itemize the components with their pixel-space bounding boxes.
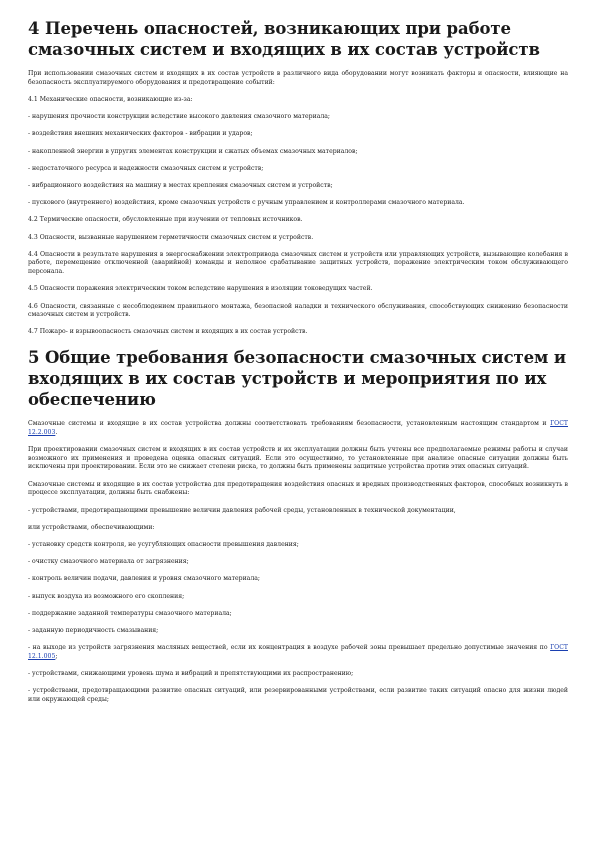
section-5-paragraph-2: При проектировании смазочных систем и входящих в их состав устройств и их эксплуатации должны быть учтены все предполагаемые режимы работы и случаи возможного их применения и проведена оценка опасных ситуаций. Если это осуществимо, то установленные при анализе опасные ситуации должны быть исключены при проектировании. Если это не снижает степени риска, то должны быть применены защитные устройства против этих опасных ситуаций.	[28, 446, 568, 471]
paragraph-4-1: 4.1 Механические опасности, возникающие из-за:	[28, 95, 193, 103]
gost-12-1-005-link[interactable]: ГОСТ 12.1.005	[28, 644, 568, 660]
section-4-intro: При использовании смазочных систем и входящих в их состав устройств в различного вида оборудовании могут возникать факторы и опасности, влияющие на безопасность эксплуатируемого оборудования и предотвращение событий:	[28, 70, 568, 86]
section-5-paragraph-1	[28, 420, 568, 437]
list-item: - выпуск воздуха из возможного его скопления;	[28, 592, 185, 600]
list-item: - очистку смазочного материала от загрязнения;	[28, 558, 189, 566]
section-5-p1-text: Смазочные системы и входящие в их состав устройства должны соответствовать требованиям безопасности, установленным настоящим стандартом и	[28, 420, 551, 428]
paragraph-4-3: 4.3 Опасности, вызванные нарушением герметичности смазочных систем и устройств.	[28, 233, 314, 241]
list-item: - недостаточного ресурса и надежности смазочных систем и устройств;	[28, 164, 264, 172]
list-item: - устройствами, снижающими уровень шума и вибраций и препятствующими их распространению;	[28, 670, 354, 678]
list-item	[28, 644, 568, 661]
paragraph-4-2: 4.2 Термические опасности, обусловленные при изучении от тепловых источников.	[28, 216, 303, 224]
list-item: - вибрационного воздействия на машину в местах крепления смазочных систем и устройств;	[28, 181, 333, 189]
list-item: или устройствами, обеспечивающими:	[28, 523, 155, 531]
list-item-end: ;	[55, 652, 58, 660]
section-5-p1-end: .	[55, 428, 58, 436]
list-item: - нарушения прочности конструкции вследствие высокого давления смазочного материала;	[28, 113, 330, 121]
paragraph-4-6: 4.6 Опасности, связанные с несоблюдением правильного монтажа, безопасной наладки и технического обслуживания, способствующих снижению безопасности смазочных систем и устройств.	[28, 302, 568, 319]
list-item: - поддержание заданной температуры смазочного материала;	[28, 609, 232, 617]
paragraph-4-4: 4.4 Опасности в результате нарушения в энергоснабжении электропривода смазочных систем и устройств или управляющих устройств, вызывающие колебания в работе, перемещение отключенной (аварийной) команды и неполное срабатывание защитных устройств, поражение электрическим током обслуживающего персонала.	[28, 250, 568, 276]
list-item: - воздействия внешних механических факторов - вибрации и ударов;	[28, 130, 253, 138]
list-item: - устройствами, предотвращающими превышение величин давления рабочей среды, установленных в технической документации,	[28, 506, 456, 514]
document-page	[28, 18, 568, 713]
section-5-title: 5 Общие требования безопасности смазочных систем и входящих в их состав устройств и мероприятия по их обеспечению	[28, 348, 567, 410]
list-item: - контроль величин подачи, давления и уровня смазочного материала;	[28, 575, 260, 583]
list-item: - установку средств контроля, не усугубляющих опасности превышения давления;	[28, 540, 299, 548]
list-item: - пускового (внутреннего) воздействия, кроме смазочных устройств с ручным управлением и контроллерами смазочного материала.	[28, 199, 465, 207]
paragraph-4-7: 4.7 Пожаро- и взрывоопасность смазочных систем и входящих в их состав устройств.	[28, 328, 308, 336]
paragraph-4-5: 4.5 Опасности поражения электрическим током вследствие нарушения в изоляции токоведущих частей.	[28, 285, 373, 293]
section-5-paragraph-3: Смазочные системы и входящие в их состав устройства для предотвращения воздействия опасных и вредных производственных факторов, способных возникнуть в процессе эксплуатации, должны быть снабжены:	[28, 480, 568, 497]
list-item-text: - на выходе из устройств загрязнения масляных веществей, если их концентрация в воздухе рабочей зоны превышает предельно допустимые значения по	[28, 644, 551, 652]
list-item: - устройствами, предотвращающими развитие опасных ситуаций, или резервированными устройствами, если развитие таких ситуаций опасно для жизни людей или окружающей среды;	[28, 687, 568, 704]
section-4-title: 4 Перечень опасностей, возникающих при работе смазочных систем и входящих в их состав устройств	[28, 19, 540, 59]
list-item: - заданную периодичность смазывания;	[28, 627, 159, 634]
list-item: - накопленной энергии в упругих элементах конструкции и сжатых объемах смазочных материалов;	[28, 147, 358, 155]
gost-12-2-003-link[interactable]: ГОСТ 12.2.003	[28, 420, 568, 436]
